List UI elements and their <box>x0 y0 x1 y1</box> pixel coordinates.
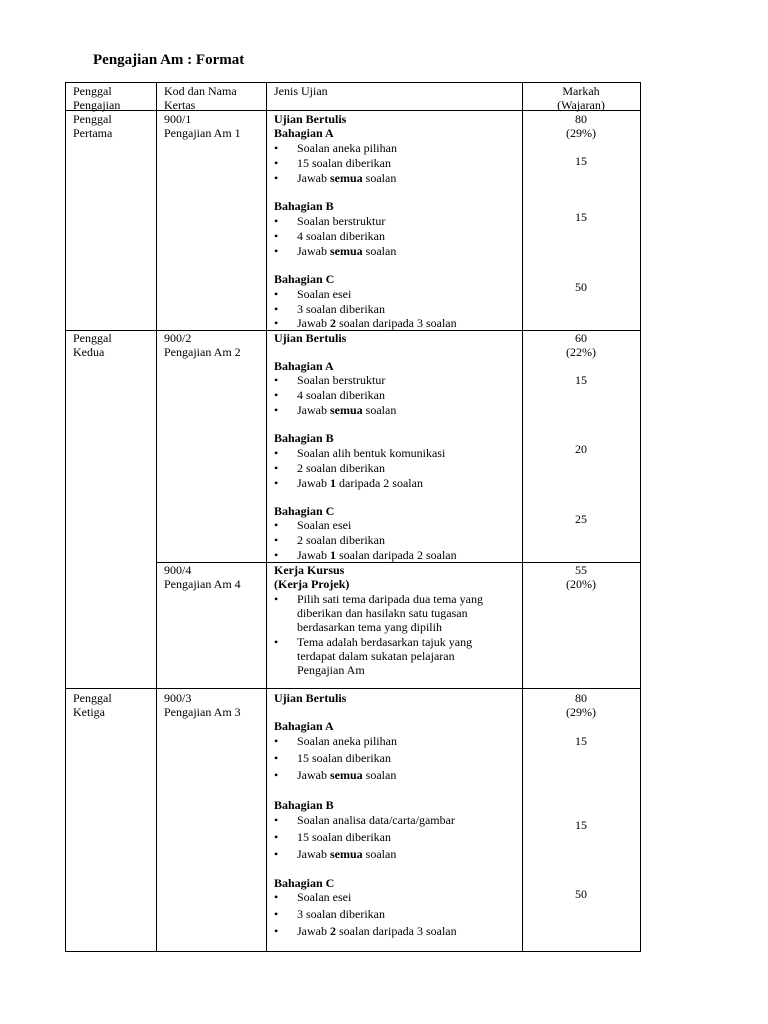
page-title: Pengajian Am : Format <box>93 52 245 68</box>
penggal-ketiga: Penggal Ketiga <box>73 691 112 719</box>
bahagian-a: Bahagian A <box>274 719 334 733</box>
bahagian-c: Bahagian C <box>274 876 335 890</box>
bahagian-b: Bahagian B <box>274 199 334 213</box>
bahagian-b: Bahagian B <box>274 798 334 812</box>
kertas-900-2: 900/2 Pengajian Am 2 <box>164 331 241 359</box>
markah-bahagian-b: 15 <box>575 818 587 832</box>
jenis-ujian: Ujian Bertulis <box>274 331 347 345</box>
header-kod: Kod dan Nama Kertas <box>164 84 237 112</box>
markah-bahagian-b: 15 <box>575 210 587 224</box>
markah-bahagian-a: 15 <box>575 154 587 168</box>
markah-bahagian-c: 50 <box>575 887 587 901</box>
col-divider <box>266 82 267 952</box>
col-divider <box>156 82 157 952</box>
jenis-ujian-sub: (Kerja Projek) <box>274 577 350 591</box>
penggal-pertama: Penggal Pertama <box>73 112 113 140</box>
row-divider <box>65 688 641 689</box>
markah-bahagian-b: 20 <box>575 442 587 456</box>
kertas-900-1: 900/1 Pengajian Am 1 <box>164 112 241 140</box>
jenis-ujian: Kerja Kursus <box>274 563 345 577</box>
bahagian-c: Bahagian C <box>274 504 335 518</box>
markah-bahagian-a: 15 <box>575 734 587 748</box>
kertas-900-3: 900/3 Pengajian Am 3 <box>164 691 241 719</box>
markah-total: 80 (29%) <box>566 691 596 719</box>
markah-bahagian-a: 15 <box>575 373 587 387</box>
bahagian-b: Bahagian B <box>274 431 334 445</box>
bahagian-c: Bahagian C <box>274 272 335 286</box>
header-markah: Markah (Wajaran) <box>557 84 605 112</box>
jenis-ujian: Ujian Bertulis <box>274 691 347 705</box>
bahagian-a: Bahagian A <box>274 126 334 140</box>
penggal-kedua: Penggal Kedua <box>73 331 112 359</box>
jenis-ujian: Ujian Bertulis <box>274 112 347 126</box>
bahagian-a: Bahagian A <box>274 359 334 373</box>
markah-total: 55 (20%) <box>566 563 596 591</box>
markah-total: 60 (22%) <box>566 331 596 359</box>
markah-bahagian-c: 50 <box>575 280 587 294</box>
kertas-900-4: 900/4 Pengajian Am 4 <box>164 563 241 591</box>
markah-bahagian-c: 25 <box>575 512 587 526</box>
header-jenis: Jenis Ujian <box>274 84 328 98</box>
markah-total: 80 (29%) <box>566 112 596 140</box>
header-penggal: Penggal Pengajian <box>73 84 121 112</box>
